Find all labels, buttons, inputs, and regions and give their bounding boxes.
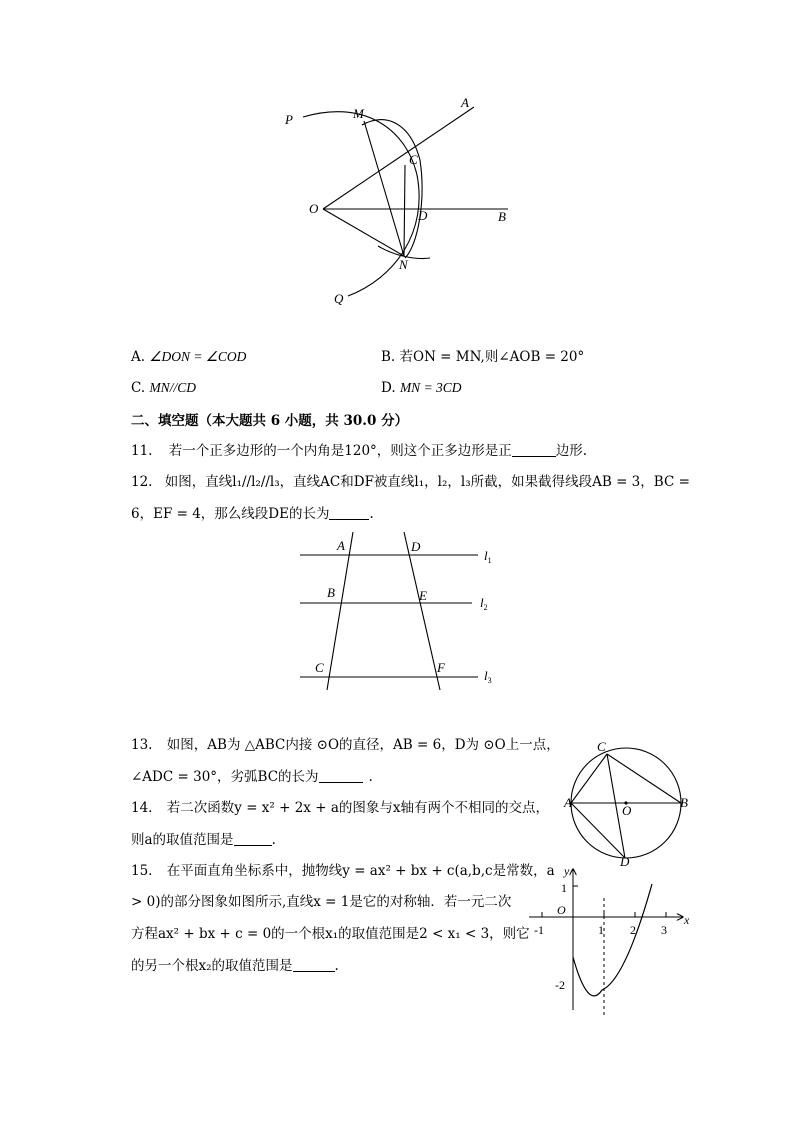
label-b: B [498, 209, 506, 224]
label-o: O [622, 803, 632, 818]
option-d-text: MN = 3CD [399, 380, 462, 395]
option-d-letter: D. [381, 380, 396, 396]
segment-cn [404, 165, 405, 256]
label-x-2: 2 [630, 923, 636, 937]
label-o: O [309, 201, 319, 216]
label-l2: $l_2$ [480, 595, 488, 612]
question-number: 15. [131, 863, 153, 879]
label-f: F [437, 660, 445, 675]
figure-circle [560, 735, 700, 870]
answer-blank[interactable] [319, 768, 363, 783]
question-number: 12. [131, 474, 153, 490]
label-c: C [315, 660, 324, 675]
answer-blank[interactable] [234, 831, 272, 846]
label-q: Q [334, 291, 344, 306]
question-text: 如图，直线l₁//l₂//l₃，直线AC和DF被直线l₁，l₂，l₃所截，如果截得线段AB = 3，BC = [164, 474, 690, 490]
option-b[interactable] [381, 348, 584, 366]
label-d: D [620, 854, 630, 869]
option-b-letter: B. [381, 349, 396, 365]
parabola-curve [573, 884, 652, 996]
option-c-letter: C. [131, 380, 146, 396]
question-text: 的另一个根x₂的取值范围是 [131, 958, 293, 974]
question-number: 14. [131, 800, 153, 816]
label-o: O [557, 903, 566, 917]
label-x: x [684, 913, 690, 927]
label-d: D [418, 208, 428, 223]
option-c-text: MN//CD [149, 380, 196, 395]
question-15-line1 [131, 862, 555, 880]
label-y: y [564, 865, 570, 878]
label-l3: $l_3$ [484, 668, 492, 685]
question-15-line3: 方程ax² + bx + c = 0的一个根x₁的取值范围是2 < x₁ < 3，则它 [131, 926, 530, 942]
label-d: D [411, 539, 421, 554]
answer-blank[interactable] [512, 442, 556, 457]
question-text: 在平面直角坐标系中，抛物线y = ax² + bx + c(a,b,c是常数，a [166, 863, 555, 879]
question-text-end: . [271, 832, 276, 848]
label-p: P [285, 112, 293, 127]
answer-blank[interactable] [329, 505, 369, 520]
question-text-end: 边形. [555, 443, 588, 459]
question-text: 则a的取值范围是 [131, 832, 234, 848]
label-e: E [419, 588, 427, 603]
question-12-line1 [131, 473, 690, 491]
line-df [404, 532, 440, 690]
question-12-line2 [131, 505, 374, 523]
question-text: 若一个正多边形的一个内角是120°，则这个正多边形是正 [168, 443, 512, 459]
section-title: 二、填空题（本大题共 6 小题，共 30.0 分） [131, 413, 409, 429]
option-b-text: 若ON = MN,则∠AOB = 20° [399, 349, 585, 365]
label-a: A [337, 538, 345, 553]
label-c: C [409, 152, 418, 167]
question-15-line4 [131, 957, 339, 975]
line-ac [327, 532, 353, 690]
question-text: 若二次函数y = x² + 2x + a的图象与x轴有两个不相同的交点， [166, 800, 549, 816]
option-c[interactable] [131, 379, 196, 397]
option-a-text: ∠DON = ∠COD [149, 349, 247, 364]
question-text: ∠ADC = 30°，劣弧BC的长为 [131, 769, 319, 785]
question-13-line1 [131, 736, 560, 754]
question-text-end: . [369, 506, 374, 522]
question-text-end: . [368, 769, 373, 785]
question-11 [131, 442, 587, 460]
figure-parabola [525, 865, 700, 1020]
label-m: M [353, 106, 364, 121]
label-n: N [399, 257, 408, 272]
question-14-line2 [131, 831, 276, 849]
question-15-line2: > 0)的部分图象如图所示,直线x = 1是它的对称轴．若一元二次 [131, 894, 512, 910]
question-number: 13. [131, 737, 153, 753]
label-x-neg1: -1 [534, 923, 544, 937]
label-x-1: 1 [598, 923, 604, 937]
label-b: B [680, 795, 688, 810]
answer-blank[interactable] [293, 957, 335, 972]
option-a[interactable] [131, 348, 246, 366]
question-13-line2 [131, 768, 373, 786]
label-b: B [327, 585, 335, 600]
question-text: 6，EF = 4，那么线段DE的长为 [131, 506, 330, 522]
option-d[interactable] [381, 379, 462, 397]
option-a-letter: A. [131, 349, 146, 365]
label-y-neg2: -2 [555, 978, 565, 992]
figure-parallel-lines [295, 530, 505, 690]
label-c: C [597, 739, 606, 754]
question-14-line1 [131, 799, 549, 817]
ray-oa [323, 107, 474, 209]
question-number: 11. [131, 443, 153, 459]
label-y-1: 1 [561, 881, 567, 895]
label-a: A [564, 795, 572, 810]
label-x-3: 3 [661, 923, 667, 937]
figure-angle-construction [270, 90, 530, 315]
label-a: A [461, 95, 469, 110]
question-text: 如图，AB为 △ABC内接 ⊙O的直径，AB = 6，D为 ⊙O上一点， [166, 737, 560, 753]
chord-cb [607, 754, 681, 803]
label-l1: $l_1$ [484, 548, 492, 565]
question-text-end: . [334, 958, 339, 974]
